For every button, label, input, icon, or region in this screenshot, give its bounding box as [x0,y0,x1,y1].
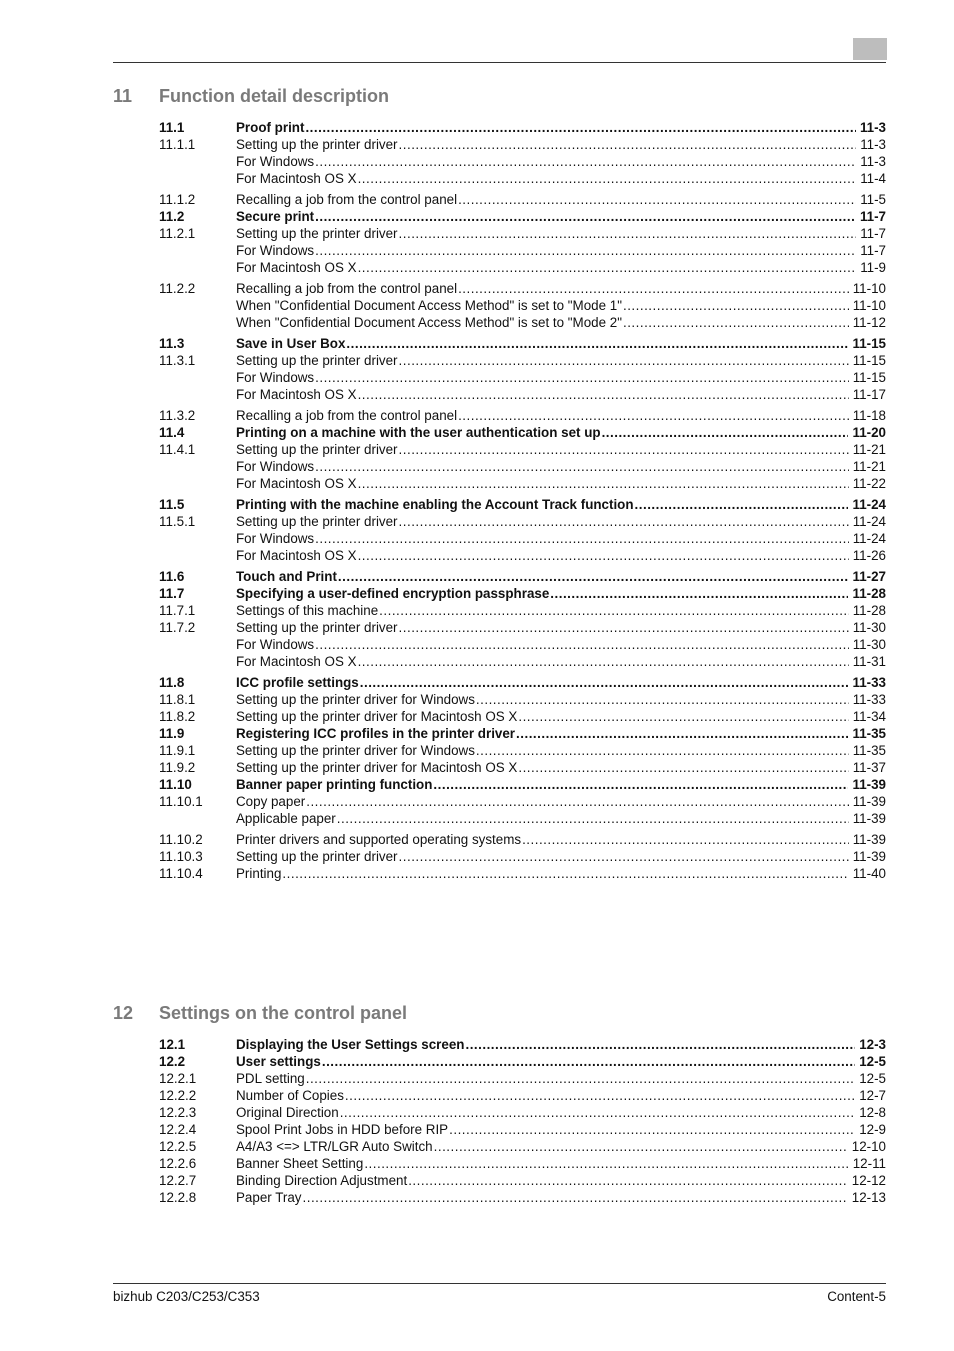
toc-entry-title: A4/A3 <=> LTR/LGR Auto Switch [236,1139,433,1154]
footer-product: bizhub C203/C253/C353 [113,1289,260,1304]
toc-entry-page: 11-35 [852,726,886,741]
dot-leader [635,496,849,513]
toc-entry-number: 11.7 [159,586,185,601]
dot-leader [518,759,848,776]
toc-entry-title: For Macintosh OS X [236,654,357,669]
toc-entry-page: 11-22 [852,476,886,491]
toc-entry-page: 11-7 [859,209,886,224]
toc-entry-title: For Windows [236,243,315,258]
toc-subentry[interactable] [159,636,886,653]
toc-entry-page: 12-9 [859,1122,886,1137]
toc-entry-number: 11.9 [159,726,185,741]
toc-entry-title: Proof print [236,120,305,135]
toc-entry-number: 11.1.2 [159,192,196,207]
toc-entry[interactable] [159,513,886,530]
toc-entry-title: Registering ICC profiles in the printer driver [236,726,516,741]
toc-entry[interactable] [159,225,886,242]
toc-entry-number: 11.10.4 [159,866,203,881]
dot-leader [358,653,849,670]
dot-leader [449,1121,855,1138]
dot-leader [379,602,849,619]
toc-entry[interactable] [159,1189,886,1206]
toc-entry-number: 11.8.2 [159,709,196,724]
toc-subentry[interactable] [159,458,886,475]
toc-entry-number: 11.6 [159,569,185,584]
toc-entry-page: 11-10 [852,281,886,296]
dot-leader [340,1104,855,1121]
toc-entry-number: 11.8 [159,675,185,690]
dot-leader [550,585,848,602]
toc-entry-number: 11.3.1 [159,353,196,368]
dot-leader [337,810,849,827]
dot-leader [434,1138,848,1155]
toc-list [159,116,886,882]
dot-leader [408,1172,848,1189]
dot-leader [399,352,849,369]
toc-entry-title: Number of Copies [236,1088,344,1103]
dot-leader [623,314,849,331]
header-rule [113,62,886,63]
toc-entry-number: 11.3.2 [159,408,196,423]
toc-entry-title: Spool Print Jobs in HDD before RIP [236,1122,449,1137]
toc-entry-page: 11-30 [852,620,886,635]
toc-subentry[interactable] [159,314,886,331]
chapter-title: Function detail description [159,86,390,106]
toc-entry[interactable] [159,335,886,352]
toc-entry-title: Printing with the machine enabling the Account Track function [236,497,634,512]
dot-leader [282,865,848,882]
dot-leader [315,208,856,225]
toc-entry-page: 11-24 [852,531,886,546]
toc-entry-title: Specifying a user-defined encryption passphrase [236,586,550,601]
toc-entry[interactable] [159,1036,886,1053]
toc-entry-title: For Macintosh OS X [236,548,357,563]
toc-entry-page: 11-39 [852,832,886,847]
toc-entry[interactable] [159,119,886,136]
toc-entry[interactable] [159,725,886,742]
toc-entry[interactable] [159,674,886,691]
toc-entry[interactable] [159,619,886,636]
toc-entry[interactable] [159,848,886,865]
toc-entry-title: Recalling a job from the control panel [236,281,458,296]
toc-entry[interactable] [159,759,886,776]
toc-entry-page: 12-3 [859,1037,886,1052]
toc-entry-title: Printer drivers and supported operating systems [236,832,522,847]
dot-leader [315,369,849,386]
toc-entry-title: Setting up the printer driver [236,137,398,152]
toc-entry-title: PDL setting [236,1071,305,1086]
toc-entry[interactable] [159,831,886,848]
toc-entry-title: Secure print [236,209,315,224]
toc-entry-number: 11.10.1 [159,794,203,809]
toc-entry[interactable] [159,424,886,441]
dot-leader [458,191,856,208]
toc-entry-page: 11-15 [852,370,886,385]
toc-entry-title: Paper Tray [236,1190,302,1205]
toc-entry[interactable] [159,136,886,153]
toc-entry[interactable] [159,708,886,725]
toc-entry[interactable] [159,352,886,369]
toc-entry-title: Copy paper [236,794,306,809]
toc-entry-title: Setting up the printer driver for Windows [236,743,475,758]
dot-leader [433,776,848,793]
toc-entry-page: 11-3 [860,137,886,152]
dot-leader [345,1087,855,1104]
dot-leader [358,386,849,403]
toc-subentry[interactable] [159,153,886,170]
toc-entry-page: 11-21 [852,442,886,457]
toc-entry[interactable] [159,1121,886,1138]
dot-leader [399,225,857,242]
toc-entry-title: Applicable paper [236,811,336,826]
toc-entry-title: Touch and Print [236,569,337,584]
toc-entry-title: Setting up the printer driver [236,226,398,241]
toc-subentry[interactable] [159,242,886,259]
dot-leader [522,831,849,848]
toc-entry-title: Setting up the printer driver [236,442,398,457]
toc-entry[interactable] [159,1138,886,1155]
dot-leader [338,568,849,585]
chapter-title: Settings on the control panel [159,1003,408,1023]
toc-entry-page: 12-12 [851,1173,886,1188]
toc-entry-number: 12.2.3 [159,1105,197,1120]
toc-entry[interactable] [159,1155,886,1172]
toc-entry-page: 12-10 [851,1139,886,1154]
toc-entry-title: Banner paper printing function [236,777,433,792]
dot-leader [399,513,849,530]
toc-entry[interactable] [159,407,886,424]
toc-entry-page: 11-18 [852,408,886,423]
dot-leader [476,691,849,708]
toc-entry-title: Settings of this machine [236,603,379,618]
toc-entry-page: 12-5 [859,1071,886,1086]
toc-entry-title: Binding Direction Adjustment [236,1173,408,1188]
dot-leader [458,407,849,424]
toc-entry-title: When "Confidential Document Access Method" is set to "Mode 1" [236,298,622,313]
dot-leader [315,636,849,653]
toc-subentry[interactable] [159,653,886,670]
toc-entry[interactable] [159,776,886,793]
toc-entry-number: 11.1 [159,120,185,135]
toc-entry-title: Setting up the printer driver [236,353,398,368]
dot-leader [358,170,857,187]
toc-entry-number: 12.2.2 [159,1088,197,1103]
toc-entry-number: 11.1.1 [159,137,196,152]
toc-subentry[interactable] [159,530,886,547]
toc-entry-title: Save in User Box [236,336,346,351]
dot-leader [476,742,849,759]
toc-entry-page: 11-28 [852,603,886,618]
toc-entry-number: 11.2.1 [159,226,196,241]
toc-entry-title: For Macintosh OS X [236,476,357,491]
toc-entry-page: 11-15 [852,336,886,351]
toc-entry-page: 11-3 [859,120,886,135]
toc-entry-page: 12-13 [851,1190,886,1205]
toc-entry[interactable] [159,793,886,810]
toc-entry-title: Printing [236,866,282,881]
toc-entry-title: Setting up the printer driver [236,514,398,529]
dot-leader [303,1189,848,1206]
toc-list [159,1033,886,1206]
dot-leader [305,119,856,136]
footer-page-number: Content-5 [827,1289,886,1304]
toc-entry-number: 12.2.7 [159,1173,197,1188]
toc-entry-number: 12.2.8 [159,1190,197,1205]
dot-leader [399,136,857,153]
toc-entry-page: 11-30 [852,637,886,652]
toc-entry-number: 11.10 [159,777,192,792]
toc-entry[interactable] [159,568,886,585]
dot-leader [315,530,849,547]
toc-entry-title: Original Direction [236,1105,339,1120]
toc-entry-number: 11.3 [159,336,185,351]
toc-entry-title: Banner Sheet Setting [236,1156,364,1171]
toc-subentry[interactable] [159,297,886,314]
toc-entry-number: 11.7.1 [159,603,196,618]
toc-entry[interactable] [159,441,886,458]
dot-leader [399,619,849,636]
toc-entry-number: 11.4.1 [159,442,196,457]
dot-leader [315,458,849,475]
dot-leader [399,848,849,865]
toc-entry[interactable] [159,742,886,759]
toc-entry[interactable] [159,865,886,882]
toc-entry-number: 11.4 [159,425,185,440]
dot-leader [518,708,848,725]
toc-entry-page: 12-5 [859,1054,886,1069]
dot-leader [306,793,849,810]
chapter-heading [113,86,886,107]
toc-entry-title: For Windows [236,459,315,474]
toc-entry-number: 12.2.6 [159,1156,197,1171]
toc-entry-page: 11-9 [860,260,886,275]
dot-leader [306,1070,855,1087]
toc-entry-page: 11-20 [852,425,886,440]
toc-entry-page: 11-28 [852,586,886,601]
toc-entry-page: 12-11 [852,1156,886,1171]
toc-entry-number: 11.9.1 [159,743,196,758]
toc-subentry[interactable] [159,386,886,403]
dot-leader [458,280,849,297]
toc-entry-page: 11-37 [852,760,886,775]
toc-entry-title: When "Confidential Document Access Method" is set to "Mode 2" [236,315,622,330]
toc-entry-number: 11.7.2 [159,620,196,635]
toc-entry-number: 12.2 [159,1054,186,1069]
toc-entry-page: 11-33 [852,675,886,690]
toc-entry-title: Recalling a job from the control panel [236,192,458,207]
toc-entry-page: 11-15 [852,353,886,368]
toc-entry[interactable] [159,191,886,208]
toc-entry-number: 11.8.1 [159,692,196,707]
toc-entry-page: 11-26 [852,548,886,563]
dot-leader [358,259,857,276]
toc-entry-number: 11.2.2 [159,281,196,296]
toc-entry-number: 12.2.5 [159,1139,197,1154]
toc-entry-title: Displaying the User Settings screen [236,1037,465,1052]
toc-entry-page: 11-31 [852,654,886,669]
toc-entry[interactable] [159,496,886,513]
dot-leader [358,475,849,492]
chapter-number: 12 [113,1003,134,1023]
toc-entry-page: 11-21 [852,459,886,474]
toc-entry-page: 11-35 [852,743,886,758]
toc-entry-page: 11-27 [852,569,886,584]
toc-entry-title: For Macintosh OS X [236,387,357,402]
toc-entry-page: 11-39 [852,811,886,826]
toc-entry-title: Setting up the printer driver [236,849,398,864]
header-tab-marker [853,38,887,60]
toc-entry-title: Printing on a machine with the user authentication set up [236,425,601,440]
toc-entry-title: For Windows [236,154,315,169]
toc-entry[interactable] [159,280,886,297]
toc-entry[interactable] [159,1104,886,1121]
toc-entry[interactable] [159,1053,886,1070]
chapter-heading [113,1003,886,1024]
toc-entry-page: 11-7 [860,226,886,241]
dot-leader [364,1155,848,1172]
toc-entry-title: For Windows [236,370,315,385]
toc-subentry[interactable] [159,547,886,564]
toc-entry-page: 11-39 [852,794,886,809]
dot-leader [315,242,856,259]
toc-entry-page: 11-10 [852,298,886,313]
toc-entry-page: 11-3 [860,154,886,169]
toc-entry-title: For Windows [236,637,315,652]
footer-rule [113,1283,886,1284]
toc-subentry[interactable] [159,369,886,386]
dot-leader [346,335,848,352]
toc-entry-page: 11-34 [852,709,886,724]
toc-entry-title: For Macintosh OS X [236,171,357,186]
toc-entry-title: Setting up the printer driver [236,620,398,635]
toc-entry-page: 11-24 [852,514,886,529]
toc-subentry[interactable] [159,259,886,276]
toc-entry-number: 11.9.2 [159,760,196,775]
toc-entry-number: 11.5.1 [159,514,196,529]
toc-entry-number: 12.2.4 [159,1122,197,1137]
dot-leader [358,547,849,564]
toc-subentry[interactable] [159,810,886,827]
toc-entry-title: Recalling a job from the control panel [236,408,458,423]
toc-entry-title: For Macintosh OS X [236,260,357,275]
toc-entry-title: ICC profile settings [236,675,359,690]
toc-entry-number: 11.10.2 [159,832,203,847]
toc-entry-title: Setting up the printer driver for Macintosh OS X [236,760,518,775]
toc-entry-number: 12.2.1 [159,1071,197,1086]
dot-leader [322,1053,855,1070]
toc-entry[interactable] [159,602,886,619]
toc-entry-title: Setting up the printer driver for Macintosh OS X [236,709,518,724]
toc-entry-number: 12.1 [159,1037,186,1052]
toc-subentry[interactable] [159,475,886,492]
toc-entry-page: 11-24 [852,497,886,512]
toc-entry-title: For Windows [236,531,315,546]
dot-leader [516,725,848,742]
toc-entry[interactable] [159,1087,886,1104]
toc-entry-page: 11-39 [852,777,886,792]
toc-entry-page: 11-40 [852,866,886,881]
toc-entry-page: 11-39 [852,849,886,864]
toc-entry[interactable] [159,208,886,225]
toc-entry-title: User settings [236,1054,321,1069]
dot-leader [360,674,849,691]
toc-entry-page: 12-7 [859,1088,886,1103]
toc-entry[interactable] [159,1172,886,1189]
toc-entry-number: 11.2 [159,209,185,224]
toc-entry-page: 11-33 [852,692,886,707]
toc-entry-page: 12-8 [859,1105,886,1120]
toc-entry-number: 11.10.3 [159,849,203,864]
toc-entry-number: 11.5 [159,497,185,512]
chapter-number: 11 [113,86,133,106]
toc-entry-page: 11-17 [852,387,886,402]
toc-entry-title: Setting up the printer driver for Windows [236,692,475,707]
dot-leader [399,441,849,458]
toc-entry-page: 11-5 [860,192,886,207]
toc-entry[interactable] [159,1070,886,1087]
toc-entry-page: 11-12 [852,315,886,330]
toc-subentry[interactable] [159,170,886,187]
dot-leader [602,424,849,441]
toc-entry[interactable] [159,585,886,602]
toc-entry[interactable] [159,691,886,708]
dot-leader [623,297,849,314]
dot-leader [465,1036,855,1053]
toc-entry-page: 11-4 [860,171,886,186]
dot-leader [315,153,856,170]
toc-entry-page: 11-7 [860,243,886,258]
